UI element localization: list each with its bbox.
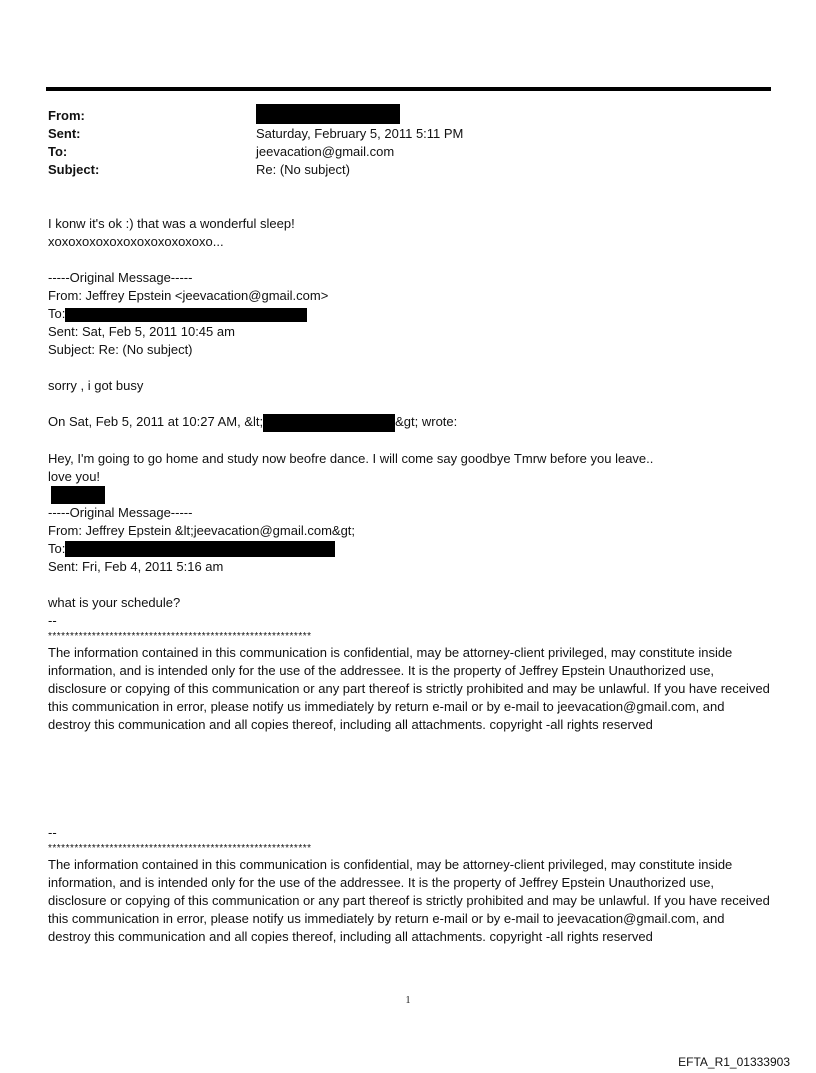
- signature-redaction: [48, 486, 770, 504]
- email-header: [48, 107, 748, 179]
- to-label: To:: [48, 144, 68, 159]
- from-redaction: [256, 107, 400, 125]
- top-rule: [46, 87, 771, 91]
- original-from: From: Jeffrey Epstein &lt;jeevacation@gmail.com&gt;: [48, 522, 356, 538]
- original-to-label: To:: [48, 540, 66, 556]
- signature-dash: --: [48, 824, 57, 840]
- original-to-label: To:: [48, 306, 66, 321]
- to-value: jeevacation@gmail.com: [256, 144, 395, 159]
- disclaimer: The information contained in this communication is confidential, may be attorney-client privileged, may constitute inside information, and is intended only for the use of the addressee. It is the property of Jeffrey Epstein Unauthorized use, disclosure or copying of this communication or any part thereof is strictly prohibited and may be unlawful. If you have received this communication in error, please notify us immediately by return e-mail or by e-mail to jeevacation@gmail.com, and destroy this communication and all copies thereof, including all attachments. copyright -all rights reserved: [48, 644, 770, 732]
- document-id: EFTA_R1_01333903: [678, 1055, 790, 1069]
- from-label: From:: [48, 108, 85, 123]
- sent-label: Sent:: [48, 126, 81, 141]
- original-sent: Sent: Sat, Feb 5, 2011 10:45 am: [48, 324, 235, 339]
- subject-value: Re: (No subject): [256, 162, 350, 177]
- original-to-row: [48, 305, 770, 323]
- original-from: From: Jeffrey Epstein <jeevacation@gmail.com>: [48, 288, 329, 303]
- original-message-marker: -----Original Message-----: [48, 504, 193, 520]
- to-row: [48, 143, 748, 161]
- subject-row: [48, 161, 748, 179]
- from-row: [48, 107, 748, 125]
- signature-dash: --: [48, 612, 57, 628]
- redaction-box: [65, 308, 307, 322]
- quote-attribution: [48, 413, 770, 432]
- reply-line: sorry , i got busy: [48, 378, 144, 393]
- redaction-box: [51, 486, 105, 504]
- stars-line: ************************************************************: [48, 630, 312, 642]
- sent-value: Saturday, February 5, 2011 5:11 PM: [256, 126, 464, 141]
- body-line: I konw it's ok :) that was a wonderful sleep!: [48, 216, 295, 231]
- redaction-box: [263, 414, 395, 432]
- original-message-marker: -----Original Message-----: [48, 270, 193, 285]
- email-body: [48, 215, 770, 946]
- body-line: xoxoxoxoxoxoxoxoxoxoxoxo...: [48, 234, 224, 249]
- original-to-row: [48, 540, 770, 558]
- sent-row: [48, 125, 748, 143]
- page-number: 1: [405, 995, 411, 1006]
- original-subject: Subject: Re: (No subject): [48, 342, 193, 357]
- subject-label: Subject:: [48, 162, 100, 177]
- body-line: love you!: [48, 468, 101, 484]
- disclaimer: The information contained in this communication is confidential, may be attorney-client privileged, may constitute inside information, and is intended only for the use of the addressee. It is the property of Jeffrey Epstein Unauthorized use, disclosure or copying of this communication or any part thereof is strictly prohibited and may be unlawful. If you have received this communication in error, please notify us immediately by return e-mail or by e-mail to jeevacation@gmail.com, and destroy this communication and all copies thereof, including all attachments. copyright -all rights reserved: [48, 856, 770, 944]
- stars-line: ************************************************************: [48, 842, 312, 854]
- body-line: what is your schedule?: [48, 594, 181, 610]
- attribution-suffix: &gt; wrote:: [395, 414, 458, 429]
- attribution-prefix: On Sat, Feb 5, 2011 at 10:27 AM, &lt;: [48, 414, 264, 429]
- original-sent: Sent: Fri, Feb 4, 2011 5:16 am: [48, 558, 224, 574]
- body-line: Hey, I'm going to go home and study now beofre dance. I will come say goodbye Tmrw before you leave..: [48, 450, 654, 466]
- redaction-box: [65, 541, 335, 557]
